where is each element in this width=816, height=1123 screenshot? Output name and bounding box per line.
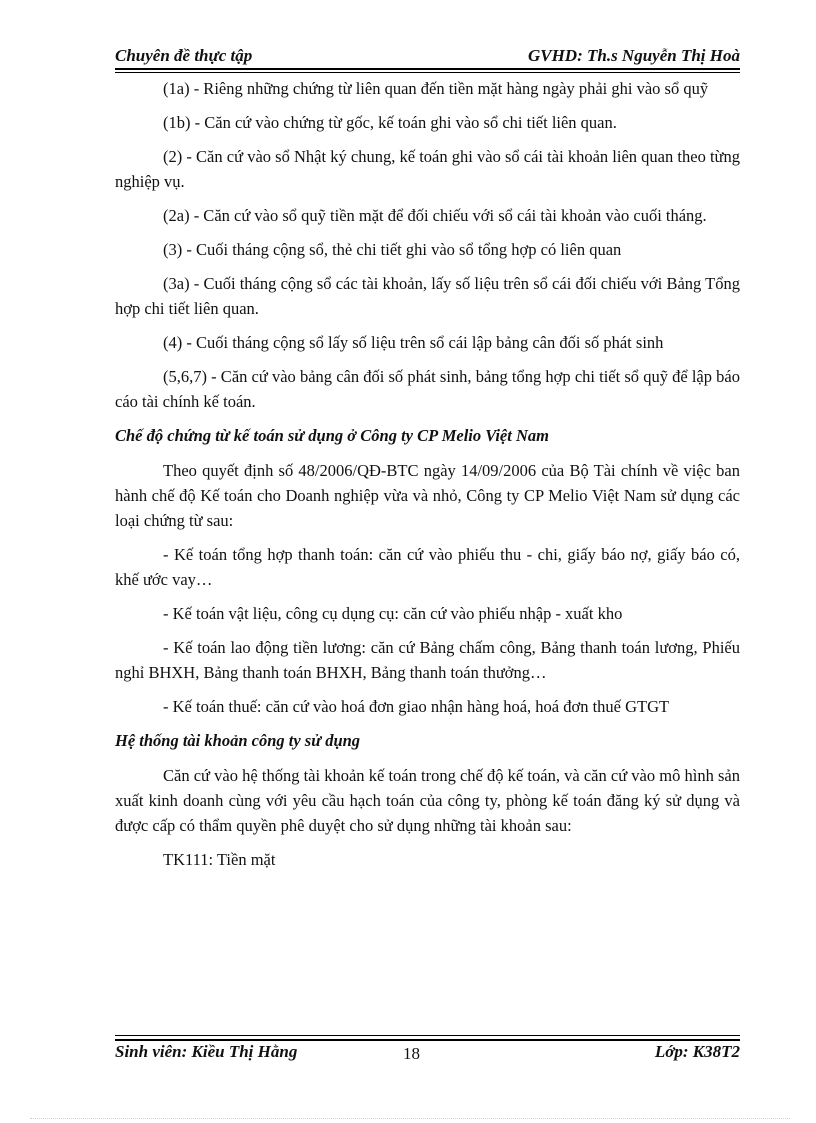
footer-student: Sinh viên: Kiều Thị Hằng [115,1042,298,1061]
paragraph: (1a) - Riêng những chứng từ liên quan đến tiền mặt hàng ngày phải ghi vào sổ quỹ [163,79,709,98]
account-item: TK111: Tiền mặt [163,850,276,869]
paragraph: Căn cứ vào hệ thống tài khoản kế toán trong chế độ kế toán, và căn cứ vào mô hình sản xuất kinh doanh cùng với yêu cầu hạch toán của công ty, phòng kế toán đăng ký sử dụng và được cấp có thẩm quyền phê duyệt cho sử dụng những tài khoản sau: [115,766,740,835]
page-body [115,76,740,881]
paragraph: Theo quyết định số 48/2006/QĐ-BTC ngày 14/09/2006 của Bộ Tài chính về việc ban hành chế độ Kế toán cho Doanh nghiệp vừa và nhỏ, Công ty CP Melio Việt Nam sử dụng các loại chứng từ sau: [115,461,740,530]
paragraph: (3a) - Cuối tháng cộng sổ các tài khoản, lấy số liệu trên sổ cái đối chiếu với Bảng Tổng hợp chi tiết liên quan. [115,274,740,318]
list-item: - Kế toán thuế: căn cứ vào hoá đơn giao nhận hàng hoá, hoá đơn thuế GTGT [163,697,670,716]
footer-rule-thin [115,1035,740,1036]
paragraph: (4) - Cuối tháng cộng sổ lấy số liệu trên sổ cái lập bảng cân đối số phát sinh [163,333,664,352]
page-edge-divider [30,1118,790,1119]
list-item: - Kế toán tổng hợp thanh toán: căn cứ vào phiếu thu - chi, giấy báo nợ, giấy báo có, khế ước vay… [115,545,740,589]
list-item: - Kế toán vật liệu, công cụ dụng cụ: căn cứ vào phiếu nhập - xuất kho [163,604,623,623]
paragraph: (5,6,7) - Căn cứ vào bảng cân đối số phát sinh, bảng tổng hợp chi tiết sổ quỹ để lập báo cáo tài chính kế toán. [115,367,740,411]
paragraph: (1b) - Căn cứ vào chứng từ gốc, kế toán ghi vào sổ chi tiết liên quan. [163,113,617,132]
footer-rule [115,1039,740,1041]
header-rule-thin [115,72,740,73]
section-heading-accounts: Hệ thống tài khoản công ty sử dụng [115,731,361,750]
list-item: - Kế toán lao động tiền lương: căn cứ Bảng chấm công, Bảng thanh toán lương, Phiếu nghỉ BHXH, Bảng thanh toán BHXH, Bảng thanh toán thưởng… [115,638,740,682]
header-advisor: GVHD: Th.s Nguyễn Thị Hoà [527,46,740,65]
page-footer [115,1042,740,1066]
paragraph: (2a) - Căn cứ vào sổ quỹ tiền mặt để đối chiếu với sổ cái tài khoản vào cuối tháng. [163,206,707,225]
paragraph: (2) - Căn cứ vào sổ Nhật ký chung, kế toán ghi vào sổ cái tài khoản liên quan theo từng nghiệp vụ. [115,147,740,191]
page-number: 18 [403,1044,420,1063]
footer-class: Lớp: K38T2 [654,1042,740,1061]
header-rule [115,68,740,70]
section-heading-documents: Chế độ chứng từ kế toán sử dụng ở Công ty CP Melio Việt Nam [115,426,549,445]
paragraph: (3) - Cuối tháng cộng sổ, thẻ chi tiết ghi vào sổ tổng hợp có liên quan [163,240,622,259]
header-document-title: Chuyên đề thực tập [115,46,253,65]
page-header [115,46,740,68]
